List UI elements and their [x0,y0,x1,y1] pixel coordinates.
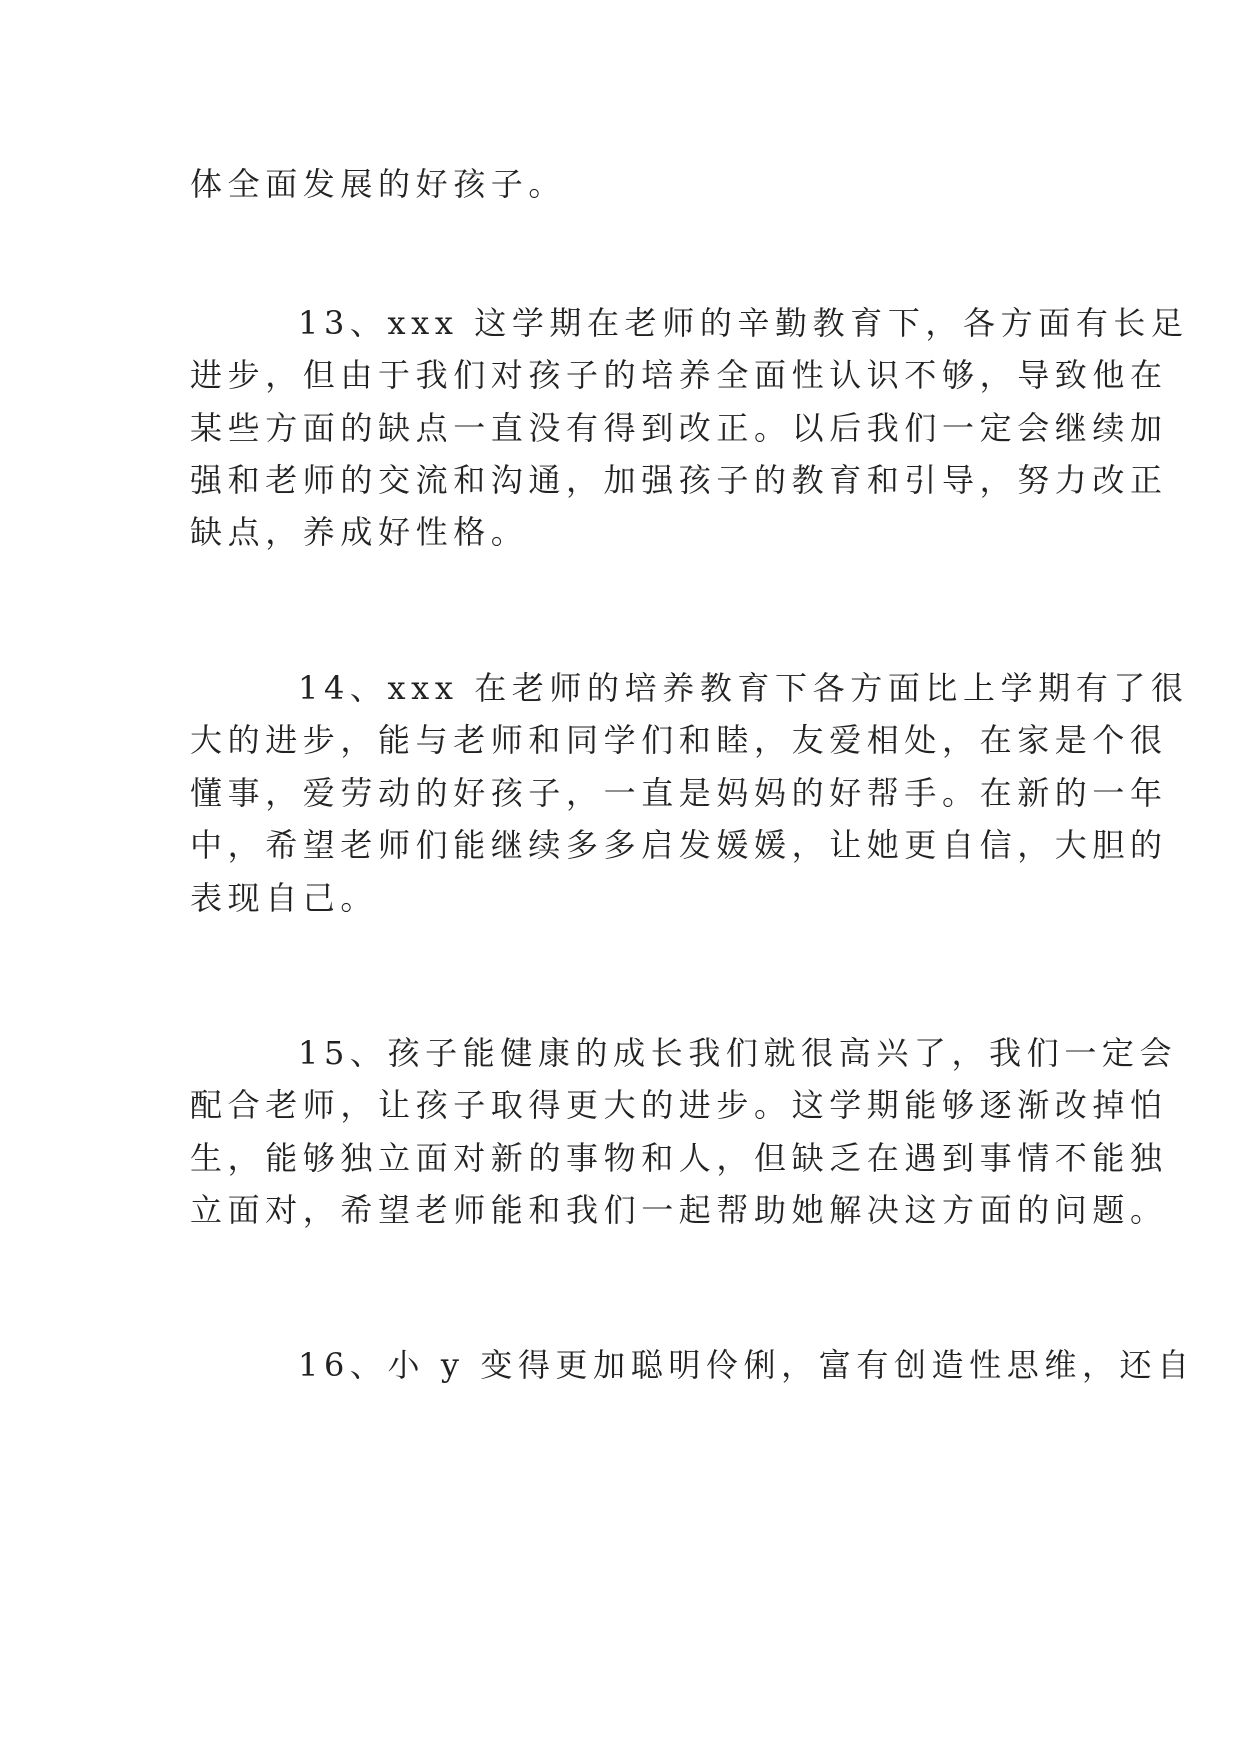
paragraph-14-line-5: 表现自己。 [190,879,379,917]
paragraph-15-line-3: 生，能够独立面对新的事物和人，但缺乏在遇到事情不能独 [190,1139,1168,1177]
paragraph-13-line-1: 13、xxx 这学期在老师的辛勤教育下，各方面有长足 [298,304,1189,342]
paragraph-16-line-1: 16、小 y 变得更加聪明伶俐，富有创造性思维，还自 [298,1346,1195,1384]
paragraph-13-line-5: 缺点，养成好性格。 [190,513,529,551]
paragraph-14-line-4: 中，希望老师们能继续多多启发媛媛，让她更自信，大胆的 [190,826,1168,864]
paragraph-15-line-4: 立面对，希望老师能和我们一起帮助她解决这方面的问题。 [190,1191,1168,1229]
paragraph-13-line-2: 进步，但由于我们对孩子的培养全面性认识不够，导致他在 [190,356,1168,394]
paragraph-14-line-1: 14、xxx 在老师的培养教育下各方面比上学期有了很 [298,669,1189,707]
paragraph-14-line-3: 懂事，爱劳动的好孩子，一直是妈妈的好帮手。在新的一年 [190,774,1168,812]
paragraph-15-line-2: 配合老师，让孩子取得更大的进步。这学期能够逐渐改掉怕 [190,1086,1168,1124]
paragraph-12-line-1: 体全面发展的好孩子。 [190,165,567,203]
paragraph-13-line-3: 某些方面的缺点一直没有得到改正。以后我们一定会继续加 [190,409,1168,447]
paragraph-13-line-4: 强和老师的交流和沟通，加强孩子的教育和引导，努力改正 [190,461,1168,499]
paragraph-15-line-1: 15、孩子能健康的成长我们就很高兴了，我们一定会 [298,1034,1178,1072]
paragraph-14-line-2: 大的进步，能与老师和同学们和睦，友爱相处，在家是个很 [190,721,1168,759]
